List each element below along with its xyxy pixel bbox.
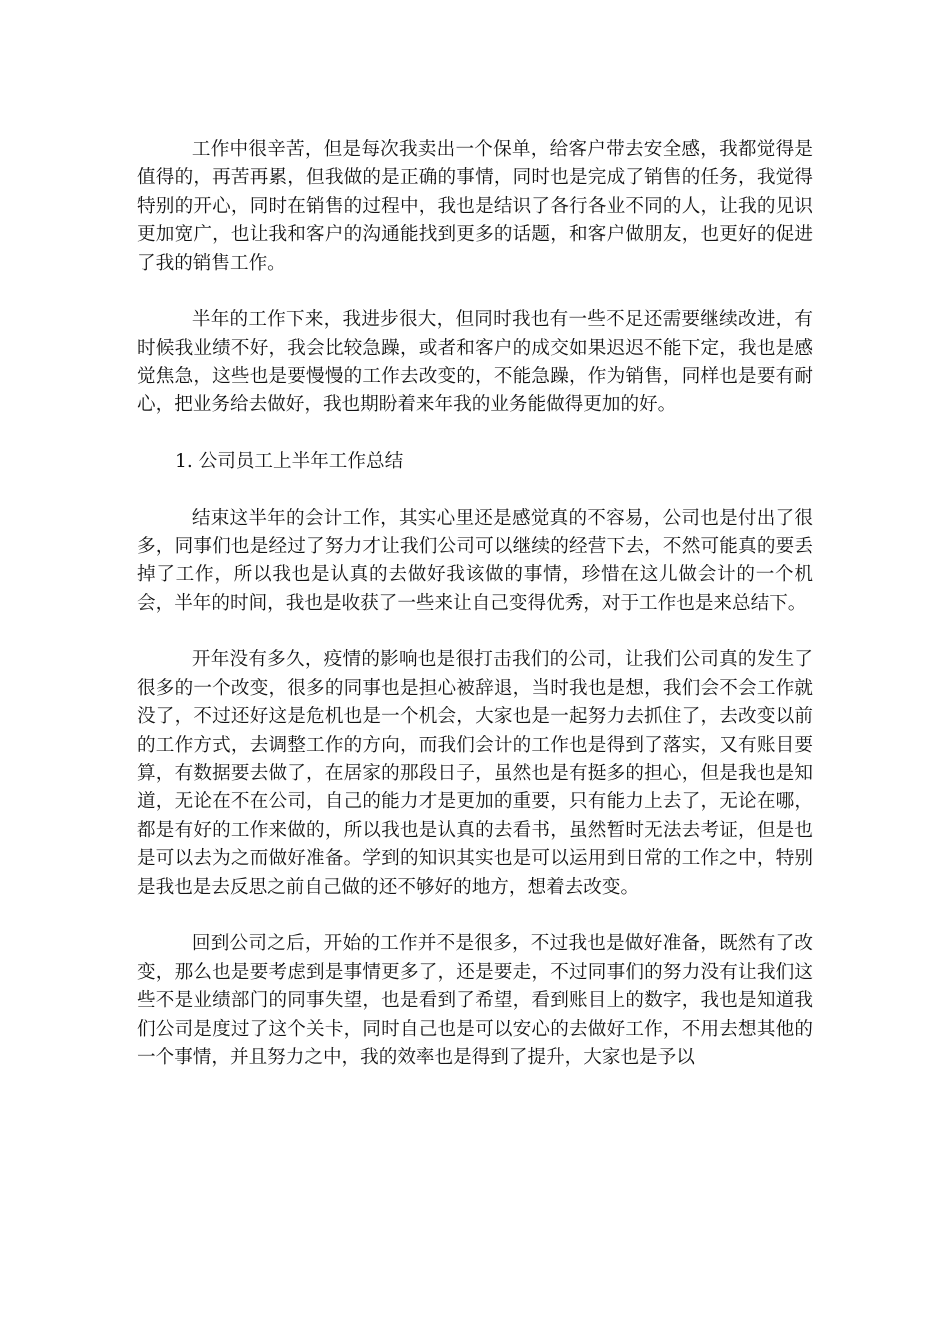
paragraph: 回到公司之后，开始的工作并不是很多，不过我也是做好准备，既然有了改变，那么也是要考虑到是事情更多了，还是要走，不过同事们的努力没有让我们这些不是业绩部门的同事失望，也是看到了希望，看到账目上的数字，我也是知道我们公司是度过了这个关卡，同时自己也是可以安心的去做好工作，不用去想其他的一个事情，并且努力之中，我的效率也是得到了提升，大家也是予以 [137, 933, 813, 1068]
paragraph: 开年没有多久，疫情的影响也是很打击我们的公司，让我们公司真的发生了很多的一个改变，很多的同事也是担心被辞退，当时我也是想，我们会不会工作就没了，不过还好这是危机也是一个机会，大家也是一起努力去抓住了，去改变以前的工作方式，去调整工作的方向，而我们会计的工作也是得到了落实，又有账目要算，有数据要去做了，在居家的那段日子，虽然也是有挺多的担心，但是我也是知道，无论在不在公司，自己的能力才是更加的重要，只有能力上去了，无论在哪，都是有好的工作来做的，所以我也是认真的去看书，虽然暂时无法去考证，但是也是可以去为之而做好准备。学到的知识其实也是可以运用到日常的工作之中，特别是我也是去反思之前自己做的还不够好的地方，想着去改变。 [137, 649, 813, 898]
paragraph: 结束这半年的会计工作，其实心里还是感觉真的不容易，公司也是付出了很多，同事们也是经过了努力才让我们公司可以继续的经营下去，不然可能真的要丢掉了工作，所以我也是认真的去做好我该做的事情，珍惜在这儿做会计的一个机会，半年的时间，我也是收获了一些来让自己变得优秀，对于工作也是来总结下。 [137, 507, 813, 614]
paragraph: 半年的工作下来，我进步很大，但同时我也有一些不足还需要继续改进，有时候我业绩不好，我会比较急躁，或者和客户的成交如果迟迟不能下定，我也是感觉焦急，这些也是要慢慢的工作去改变的，不能急躁，作为销售，同样也是要有耐心，把业务给去做好，我也期盼着来年我的业务能做得更加的好。 [137, 309, 813, 416]
section-heading: 1. 公司员工上半年工作总结 [175, 451, 404, 473]
paragraph: 工作中很辛苦，但是每次我卖出一个保单，给客户带去安全感，我都觉得是值得的，再苦再累，但我做的是正确的事情，同时也是完成了销售的任务，我觉得特别的开心，同时在销售的过程中，我也是结识了各行各业不同的人，让我的见识更加宽广，也让我和客户的沟通能找到更多的话题，和客户做朋友，也更好的促进了我的销售工作。 [137, 139, 813, 274]
document-body [137, 136, 813, 1072]
